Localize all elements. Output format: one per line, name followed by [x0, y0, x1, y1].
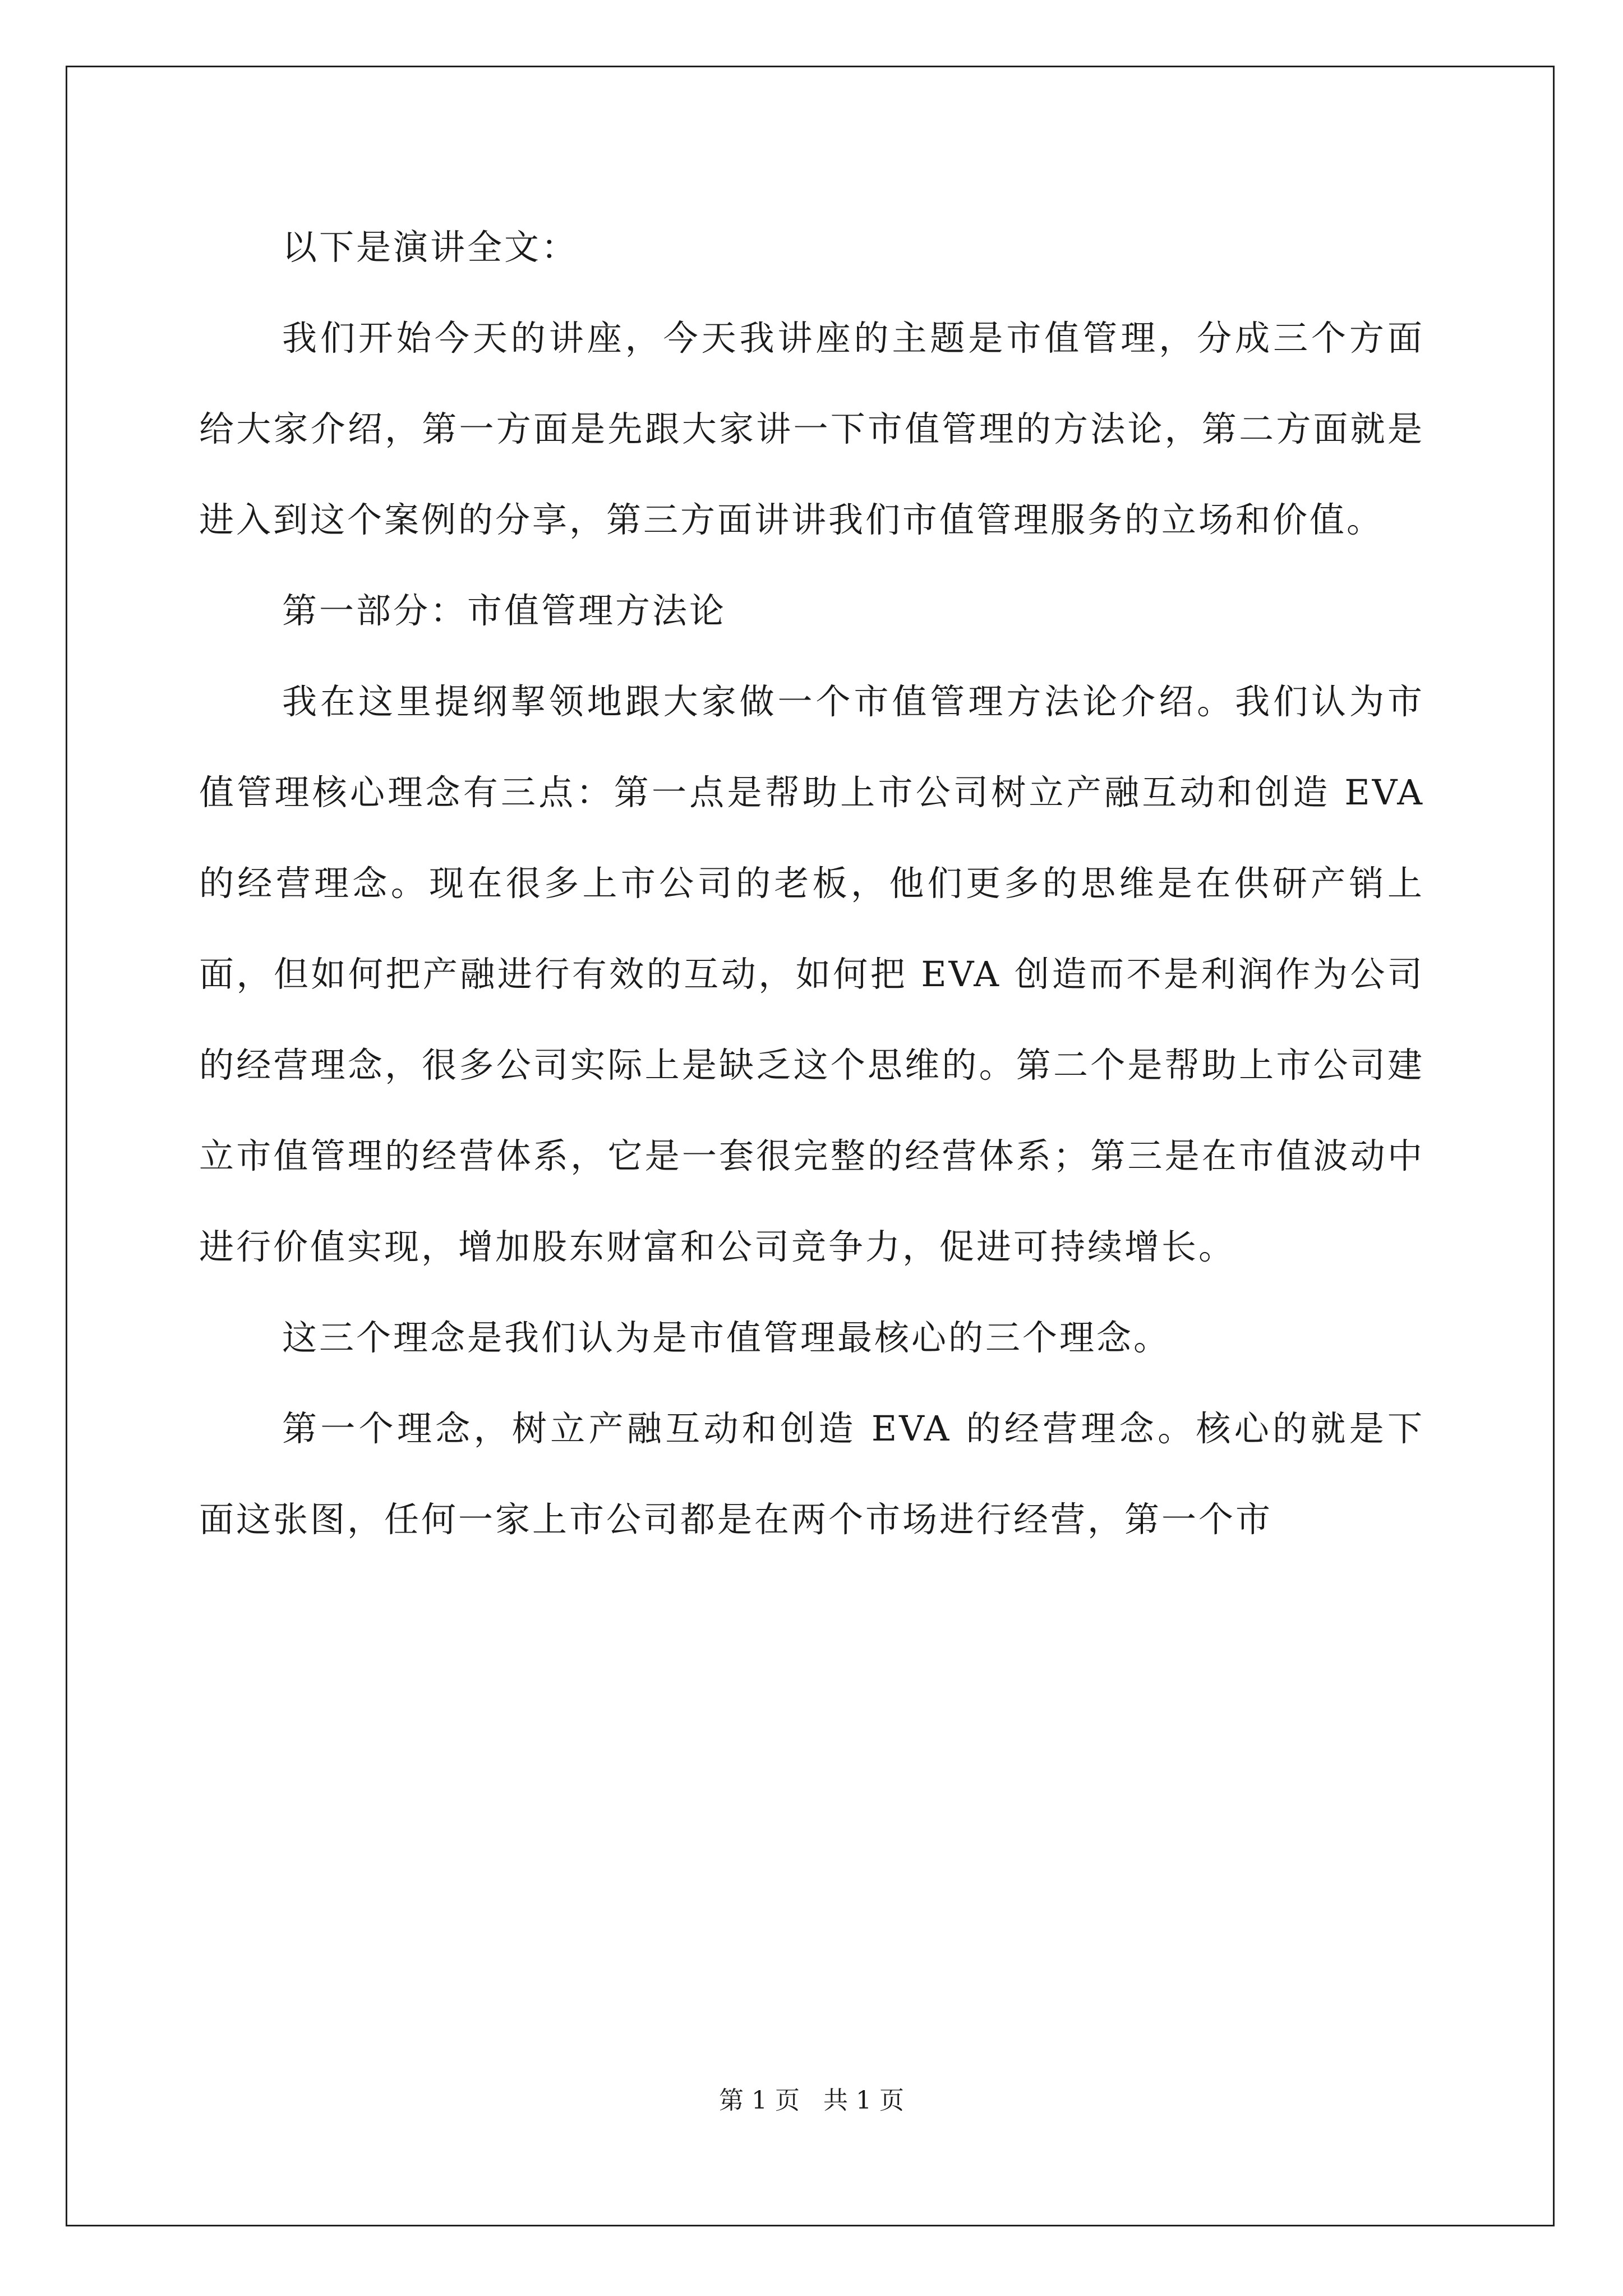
paragraph-methodology: 我在这里提纲挈领地跟大家做一个市值管理方法论介绍。我们认为市值管理核心理念有三点：第一点是帮助上市公司树立产融互动和创造 EVA 的经营理念。现在很多上市公司的老板，他们更多的思维是在供研产销上面，但如何把产融进行有效的互动，如何把 EVA 创造而不是利润作为公司的经营理念，很多公司实际上是缺乏这个思维的。第二个是帮助上市公司建立市值管理的经营体系，它是一套很完整的经营体系；第三是在市值波动中进行价值实现，增加股东财富和公司竞争力，促进可持续增长。: [199, 681, 1424, 1267]
paragraph-first-concept: 第一个理念，树立产融互动和创造 EVA 的经营理念。核心的就是下面这张图，任何一家上市公司都是在两个市场进行经营，第一个市: [199, 1408, 1424, 1540]
paragraph-intro: 以下是演讲全文：: [282, 227, 579, 268]
document-body: [199, 202, 1424, 1565]
paragraph-overview: 我们开始今天的讲座，今天我讲座的主题是市值管理，分成三个方面给大家介绍，第一方面是先跟大家讲一下市值管理的方法论，第二方面就是进入到这个案例的分享，第三方面讲讲我们市值管理服务的立场和价值。: [199, 318, 1424, 540]
page-number: 第 1 页: [719, 2086, 800, 2115]
page-total: 共 1 页: [823, 2086, 904, 2115]
section-heading: 第一部分：市值管理方法论: [282, 590, 727, 631]
page-footer: [0, 2080, 1623, 2116]
paragraph-summary: 这三个理念是我们认为是市值管理最核心的三个理念。: [282, 1317, 1171, 1358]
